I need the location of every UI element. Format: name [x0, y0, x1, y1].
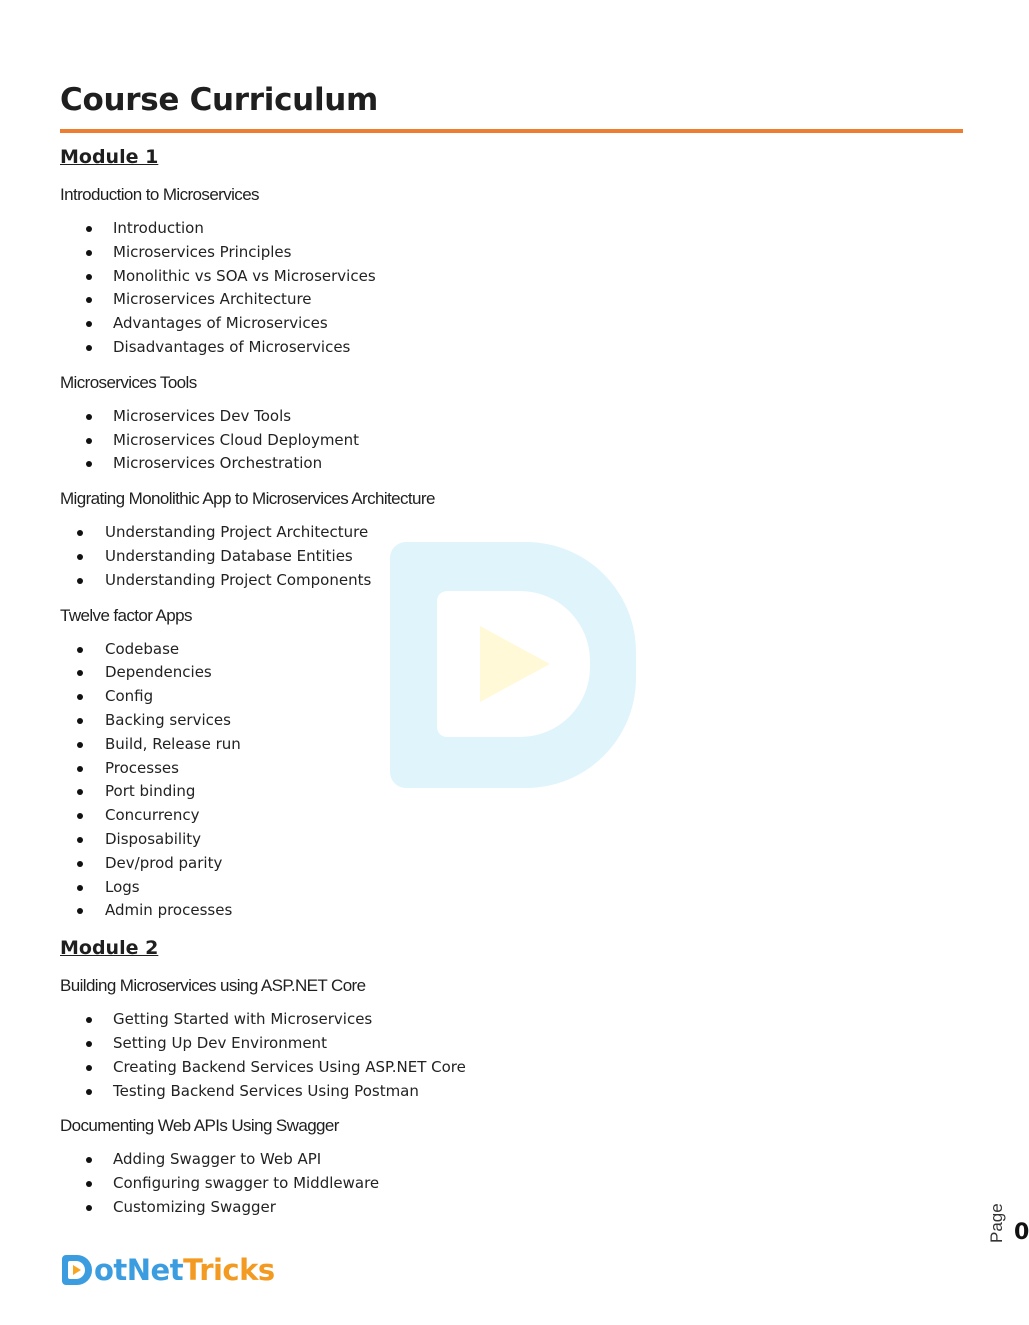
section-heading: Microservices Tools	[60, 372, 197, 392]
list-item: Customizing Swagger	[60, 1196, 960, 1220]
list-item: Codebase	[60, 638, 960, 662]
section-heading: Documenting Web APIs Using Swagger	[60, 1116, 339, 1136]
section-heading: Introduction to Microservices	[60, 185, 259, 204]
list-item: Testing Backend Services Using Postman	[60, 1080, 960, 1104]
bullet-list	[60, 405, 960, 476]
document-body	[60, 142, 960, 1220]
dotnettricks-d-logo-icon	[62, 1255, 92, 1285]
section-heading: Building Microservices using ASP.NET Core	[60, 976, 366, 996]
list-item: Build, Release run	[60, 733, 960, 757]
list-item: Config	[60, 685, 960, 709]
list-item: Admin processes	[60, 899, 960, 923]
list-item: Microservices Cloud Deployment	[60, 429, 960, 453]
section-heading: Migrating Monolithic App to Microservices Architecture	[60, 489, 435, 509]
list-item: Monolithic vs SOA vs Microservices	[60, 265, 960, 289]
dotnettricks-logo	[62, 1252, 275, 1288]
title-underline	[60, 129, 963, 133]
list-item: Microservices Principles	[60, 241, 960, 265]
list-item: Microservices Dev Tools	[60, 405, 960, 429]
list-item: Introduction	[60, 217, 960, 241]
list-item: Microservices Orchestration	[60, 452, 960, 476]
list-item: Adding Swagger to Web API	[60, 1148, 960, 1172]
bullet-list	[60, 521, 960, 592]
bullet-list	[60, 1148, 960, 1219]
list-item: Dependencies	[60, 661, 960, 685]
module-1	[60, 142, 960, 923]
list-item: Understanding Project Components	[60, 569, 960, 593]
page-label: Page	[987, 1203, 1006, 1243]
list-item: Microservices Architecture	[60, 288, 960, 312]
bullet-list	[60, 217, 960, 360]
list-item: Disposability	[60, 828, 960, 852]
list-item: Concurrency	[60, 804, 960, 828]
section-heading: Twelve factor Apps	[60, 605, 192, 625]
list-item: Backing services	[60, 709, 960, 733]
list-item: Processes	[60, 757, 960, 781]
list-item: Getting Started with Microservices	[60, 1008, 960, 1032]
list-item: Understanding Project Architecture	[60, 521, 960, 545]
list-item: Advantages of Microservices	[60, 312, 960, 336]
list-item: Port binding	[60, 780, 960, 804]
list-item: Setting Up Dev Environment	[60, 1032, 960, 1056]
bullet-list	[60, 638, 960, 924]
page-number: 0	[1014, 1220, 1029, 1245]
module-heading: Module 2	[60, 937, 159, 960]
logo-text-primary: otNet	[94, 1253, 184, 1287]
list-item: Configuring swagger to Middleware	[60, 1172, 960, 1196]
module-heading: Module 1	[60, 146, 159, 168]
list-item: Logs	[60, 876, 960, 900]
bullet-list	[60, 1008, 960, 1103]
list-item: Understanding Database Entities	[60, 545, 960, 569]
list-item: Dev/prod parity	[60, 852, 960, 876]
logo-text-accent: Tricks	[183, 1253, 275, 1287]
module-2	[60, 933, 960, 1220]
list-item: Disadvantages of Microservices	[60, 336, 960, 360]
list-item: Creating Backend Services Using ASP.NET Core	[60, 1056, 960, 1080]
page-title: Course Curriculum	[60, 82, 379, 118]
